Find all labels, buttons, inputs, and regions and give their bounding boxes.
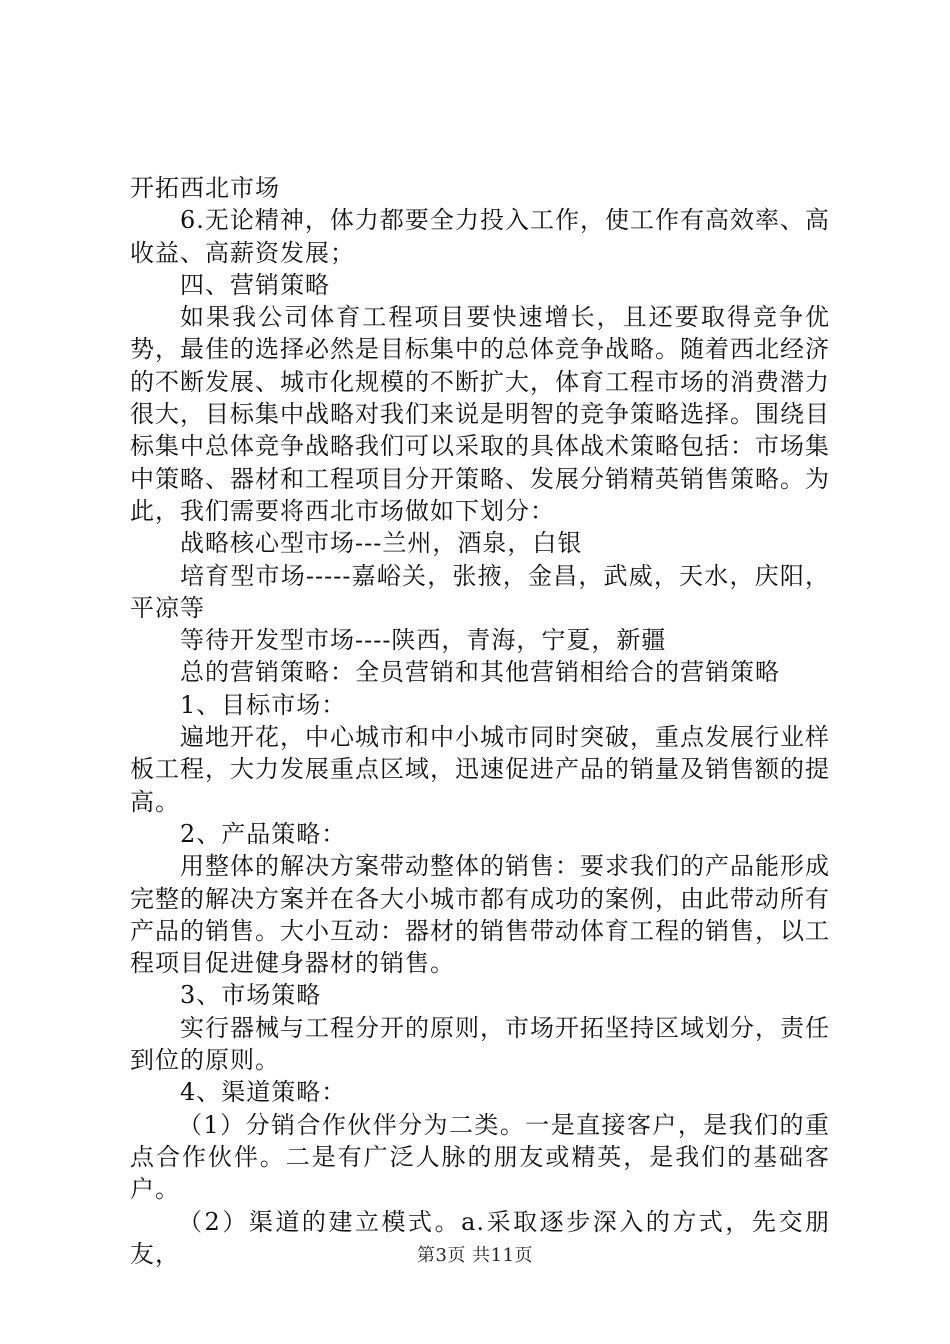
- page-number-footer: 第3页 共11页: [416, 1245, 534, 1266]
- subheading: 1、目标市场：: [180, 690, 347, 719]
- section-heading: 四、营销策略: [180, 270, 330, 299]
- paragraph: 总的营销策略：全员营销和其他营销相给合的营销策略: [180, 658, 780, 687]
- subheading: 2、产品策略：: [180, 819, 347, 848]
- paragraph: 用整体的解决方案带动整体的销售：要求我们的产品能形成完整的解决方案并在各大小城市都有成功的案例，由此带动所有产品的销售。大小互动：器材的销售带动体育工程的销售，以工程项目促进健身器材的销售。: [130, 852, 830, 978]
- paragraph: 战略核心型市场---兰州，酒泉，白银: [180, 529, 583, 558]
- paragraph: 培育型市场-----嘉峪关，张掖，金昌，武威，天水，庆阳，平凉等: [130, 561, 830, 622]
- paragraph: 实行器械与工程分开的原则，市场开拓坚持区域划分，责任到位的原则。: [130, 1013, 830, 1075]
- subheading: 4、渠道策略：: [180, 1078, 347, 1107]
- paragraph: （1）分销合作伙伴分为二类。一是直接客户，是我们的重点合作伙伴。二是有广泛人脉的朋友或精英，是我们的基础客户。: [130, 1110, 830, 1204]
- subheading: 3、市场策略: [180, 981, 322, 1010]
- paragraph: 6.无论精神，体力都要全力投入工作，使工作有高效率、高收益、高薪资发展；: [130, 206, 830, 267]
- paragraph: 如果我公司体育工程项目要快速增长，且还要取得竞争优势，最佳的选择必然是目标集中的总体竞争战略。随着西北经济的不断发展、城市化规模的不断扩大，体育工程市场的消费潜力很大，目标集中战略对我们来说是明智的竞争策略选择。围绕目标集中总体竞争战略我们可以采取的具体战术策略包括：市场集中策略、器材和工程项目分开策略、发展分销精英销售策略。为此，我们需要将西北市场做如下划分：: [130, 303, 830, 525]
- paragraph: 等待开发型市场----陕西，青海，宁夏，新疆: [180, 626, 667, 655]
- document-body: [130, 172, 830, 1270]
- paragraph: （2）渠道的建立模式。a.采取逐步深入的方式，先交朋友，: [130, 1207, 830, 1268]
- paragraph: 遍地开花，中心城市和中小城市同时突破，重点发展行业样板工程，大力发展重点区域，迅速促进产品的销量及销售额的提高。: [130, 723, 830, 816]
- paragraph: 开拓西北市场: [130, 174, 280, 202]
